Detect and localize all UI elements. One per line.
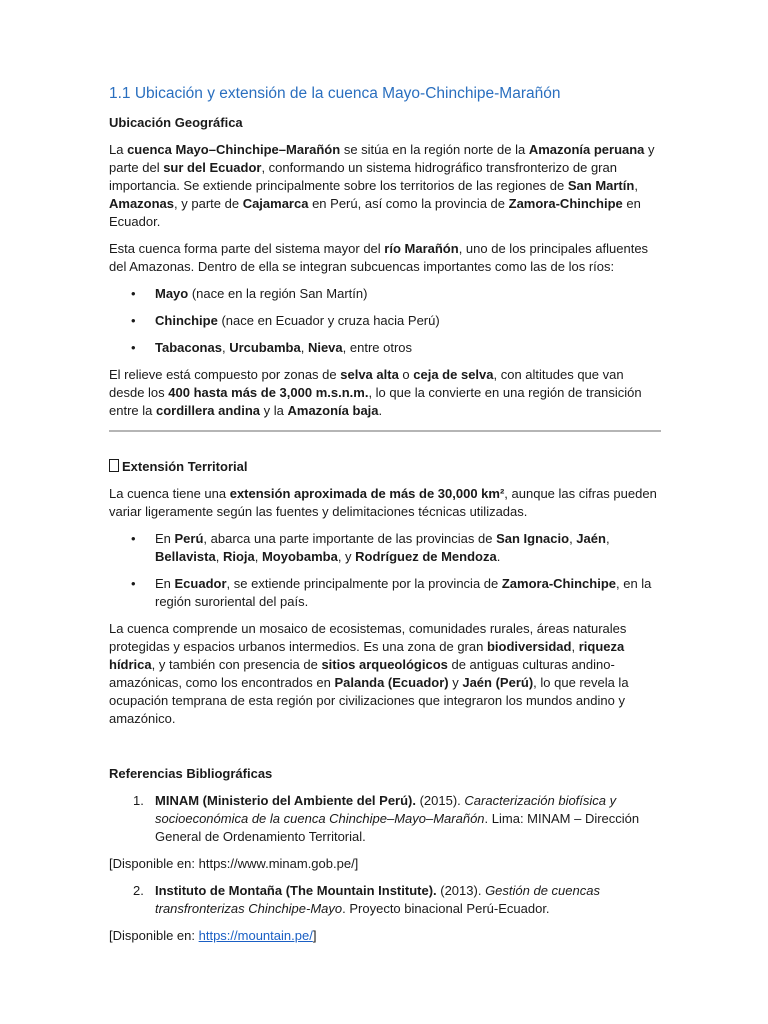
mountain-link[interactable]: https://mountain.pe/ [198,928,313,943]
bullet-icon: • [131,313,136,328]
extension-title: Extensión Territorial [109,458,661,476]
list-item: • Mayo (nace en la región San Martín) [131,286,368,301]
countries-list [109,530,661,611]
rivers-list [109,285,661,357]
bullet-icon: • [131,531,136,546]
references-list-1 [109,792,661,846]
spacer [109,737,661,765]
ubicacion-title: Ubicación Geográfica [109,115,243,130]
list-item: • Tabaconas, Urcubamba, Nieva, entre otros [131,340,413,355]
section-heading: 1.1 Ubicación y extensión de la cuenca Mayo-Chinchipe-Marañón [109,85,561,102]
reference-item: 2. Instituto de Montaña (The Mountain Institute). (2013). Gestión de cuencas transfronterizas Chinchipe-Mayo. Proyecto binacional Perú-Ecuador. [133,883,600,916]
ubicacion-paragraph-3: El relieve está compuesto por zonas de selva alta o ceja de selva, con altitudes que van desde los 400 hasta más de 3,000 m.s.n.m., lo que la convierte en una región de transición entre la cordillera andina y la Amazonía baja. [109,367,642,418]
list-item: • En Ecuador, se extiende principalmente por la provincia de Zamora-Chinchipe, en la región suroriental del país. [131,576,652,609]
bullet-icon: • [131,576,136,591]
missing-glyph-icon [109,459,119,472]
references-title: Referencias Bibliográficas [109,766,273,781]
horizontal-rule [109,430,661,432]
bullet-icon: • [131,340,136,355]
extension-paragraph-1: La cuenca tiene una extensión aproximada de más de 30,000 km², aunque las cifras pueden variar ligeramente según las fuentes y delimitaciones técnicas utilizadas. [109,486,657,519]
reference-availability-2: [Disponible en: https://mountain.pe/] [109,928,317,943]
ubicacion-paragraph-2: Esta cuenca forma parte del sistema mayor del río Marañón, uno de los principales afluentes del Amazonas. Dentro de ella se integran subcuencas importantes como las de los ríos: [109,241,649,274]
extension-paragraph-2: La cuenca comprende un mosaico de ecosistemas, comunidades rurales, áreas naturales protegidas y espacios urbanos intermedios. Es una zona de gran biodiversidad, riqueza hídrica, y también con presencia de sitios arqueológicos de antiguas culturas andino-amazónicas, como los encontrados en Palanda (Ecuador) y Jaén (Perú), lo que revela la ocupación temprana de esta región por civilizaciones que integraron los mundos andino y amazónico. [109,621,629,726]
ubicacion-paragraph-1: La cuenca Mayo–Chinchipe–Marañón se sitúa en la región norte de la Amazonía peruana y parte del sur del Ecuador, conformando un sistema hidrográfico transfronterizo de gran importancia. Se extiende principalmente sobre los territorios de las regiones de San Martín, Amazonas, y parte de Cajamarca en Perú, así como la provincia de Zamora-Chinchipe en Ecuador. [109,142,655,229]
list-item: • En Perú, abarca una parte importante de las provincias de San Ignacio, Jaén, Bellavista, Rioja, Moyobamba, y Rodríguez de Mendoza. [131,531,610,564]
bullet-icon: • [131,286,136,301]
reference-availability-1: [Disponible en: https://www.minam.gob.pe/] [109,856,359,871]
document-page [109,82,661,954]
reference-item: 1. MINAM (Ministerio del Ambiente del Perú). (2015). Caracterización biofísica y socioeconómica de la cuenca Chinchipe–Mayo–Marañón. Lima: MINAM – Dirección General de Ordenamiento Territorial. [133,793,640,844]
list-item: • Chinchipe (nace en Ecuador y cruza hacia Perú) [131,313,440,328]
references-list-2 [109,882,661,918]
